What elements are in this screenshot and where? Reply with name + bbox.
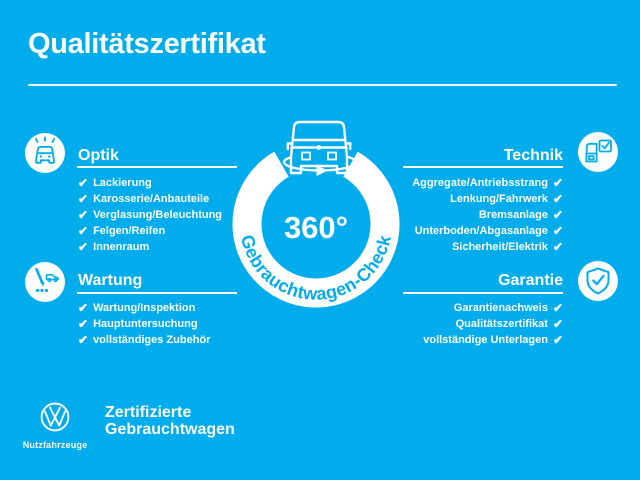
check-icon: ✔ bbox=[552, 192, 563, 206]
check-icon: ✔ bbox=[78, 176, 89, 190]
vw-logo-subtitle: Nutzfahrzeuge bbox=[22, 440, 88, 450]
item-label: Sicherheit/Elektrik bbox=[451, 241, 548, 253]
item-label: Lackierung bbox=[93, 177, 152, 189]
program-title-line1: Zertifizierte bbox=[105, 404, 192, 421]
check-icon: ✔ bbox=[78, 192, 89, 206]
optik-section-title: Optik bbox=[78, 147, 119, 164]
check-icon: ✔ bbox=[78, 317, 89, 331]
item-label: Bremsanlage bbox=[478, 209, 548, 221]
check-icon: ✔ bbox=[552, 224, 563, 238]
check-icon: ✔ bbox=[552, 208, 563, 222]
check-icon: ✔ bbox=[552, 333, 563, 347]
item-label: Hauptuntersuchung bbox=[93, 318, 198, 330]
item-label: Wartung/Inspektion bbox=[93, 302, 196, 314]
program-title-line2: Gebrauchtwagen bbox=[105, 421, 235, 438]
item-label: Innenraum bbox=[93, 241, 150, 253]
check-icon: ✔ bbox=[552, 176, 563, 190]
item-label: Aggregate/Antriebsstrang bbox=[412, 177, 548, 189]
check-icon: ✔ bbox=[78, 333, 89, 347]
degree-label: 360° bbox=[283, 210, 349, 245]
garantie-section-title: Garantie bbox=[498, 272, 563, 289]
page-title: Qualitätszertifikat bbox=[28, 28, 266, 60]
check-icon: ✔ bbox=[78, 301, 89, 315]
program-title bbox=[105, 404, 235, 438]
item-label: Garantienachweis bbox=[453, 302, 548, 314]
check-icon: ✔ bbox=[78, 240, 89, 254]
wartung-section-title: Wartung bbox=[78, 272, 143, 289]
item-label: vollständiges Zubehör bbox=[93, 334, 211, 346]
van-front-rotation-arrow-icon bbox=[284, 122, 356, 176]
item-label: Qualitätszertifikat bbox=[455, 318, 548, 330]
check-icon: ✔ bbox=[552, 301, 563, 315]
item-label: Unterboden/Abgasanlage bbox=[414, 225, 548, 237]
item-label: Lenkung/Fahrwerk bbox=[450, 193, 548, 205]
vw-logo-icon bbox=[40, 402, 70, 432]
check-icon: ✔ bbox=[552, 240, 563, 254]
item-label: Verglasung/Beleuchtung bbox=[93, 209, 223, 221]
technik-section-title: Technik bbox=[503, 147, 563, 164]
check-icon: ✔ bbox=[552, 317, 563, 331]
item-label: Karosserie/Anbauteile bbox=[93, 193, 210, 205]
check-icon: ✔ bbox=[78, 208, 89, 222]
item-label: Felgen/Reifen bbox=[93, 225, 166, 237]
ring-label: Gebrauchtwagen-Check bbox=[236, 232, 395, 305]
item-label: vollständige Unterlagen bbox=[423, 334, 548, 346]
check-icon: ✔ bbox=[78, 224, 89, 238]
